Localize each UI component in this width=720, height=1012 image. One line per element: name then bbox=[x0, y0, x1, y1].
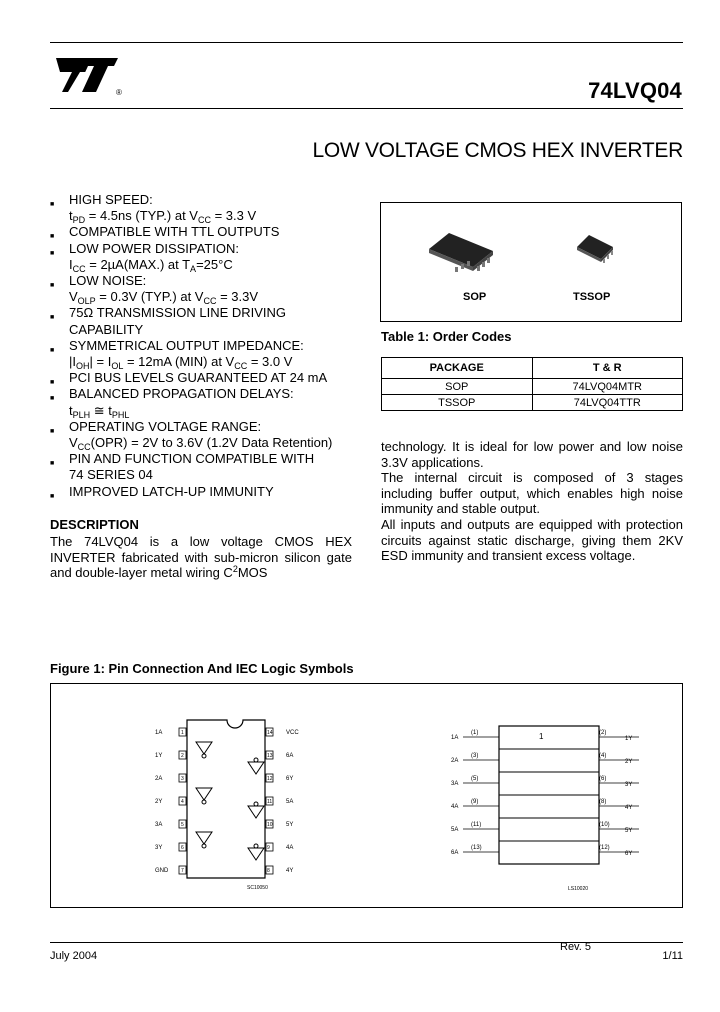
feature-text: = 3.3V bbox=[216, 289, 259, 305]
part-number: 74LVQ04 bbox=[588, 78, 682, 103]
bullet-icon: ■ bbox=[50, 249, 55, 257]
feature-text: t bbox=[69, 208, 73, 224]
iec-input-label: 1A bbox=[451, 735, 459, 741]
bullet-icon: ■ bbox=[50, 395, 55, 403]
feature-line bbox=[69, 435, 370, 451]
bullet-icon: ■ bbox=[50, 427, 55, 435]
iec-output-label: 2Y bbox=[625, 759, 633, 765]
table-cell: 74LVQ04TTR bbox=[532, 395, 683, 411]
sop-label: SOP bbox=[463, 291, 487, 303]
bullet-icon: ■ bbox=[50, 492, 55, 500]
document-title: LOW VOLTAGE CMOS HEX INVERTER bbox=[312, 139, 683, 162]
feature-line: 75Ω TRANSMISSION LINE DRIVING bbox=[69, 305, 287, 321]
iec-input-number: (3) bbox=[471, 753, 479, 759]
right-pin-label: VCC bbox=[286, 730, 299, 736]
feature-line bbox=[69, 403, 370, 419]
dip-package-diagram bbox=[155, 720, 299, 891]
left-pin-label: 3Y bbox=[155, 845, 163, 851]
right-pin-label: 6Y bbox=[286, 776, 294, 782]
feature-line: 74 SERIES 04 bbox=[69, 467, 153, 483]
iec-block-label: 1 bbox=[539, 732, 544, 741]
feature-line: CAPABILITY bbox=[69, 321, 144, 337]
feature-text: ≅ t bbox=[90, 402, 112, 418]
description-sup: 2 bbox=[232, 564, 238, 575]
right-pin-label: 6A bbox=[286, 753, 294, 759]
iec-input-label: 5A bbox=[451, 827, 459, 833]
figure-box bbox=[50, 683, 683, 908]
iec-input-number: (1) bbox=[471, 730, 479, 736]
figure-title: Figure 1: Pin Connection And IEC Logic Symbols bbox=[50, 661, 354, 676]
iec-input-label: 4A bbox=[451, 804, 459, 810]
subscript: PHL bbox=[111, 409, 130, 420]
feature-line bbox=[69, 208, 370, 224]
feature-text: | = I bbox=[89, 354, 112, 370]
feature-line: BALANCED PROPAGATION DELAYS: bbox=[69, 386, 294, 402]
feature-text: = 2µA(MAX.) at T bbox=[85, 256, 191, 272]
description-left bbox=[50, 534, 352, 581]
description-heading: DESCRIPTION bbox=[50, 517, 139, 532]
left-pin-number: 4 bbox=[181, 799, 184, 805]
subscript: PD bbox=[72, 215, 86, 226]
description-text-b: MOS bbox=[237, 565, 268, 581]
feature-text: = 3.0 V bbox=[247, 354, 293, 370]
subscript: PLH bbox=[72, 409, 91, 420]
tssop-label: TSSOP bbox=[573, 291, 611, 303]
table-cell: SOP bbox=[382, 379, 533, 395]
package-drawings bbox=[381, 203, 681, 321]
left-pin-number: 6 bbox=[181, 845, 184, 851]
feature-line: PIN AND FUNCTION COMPATIBLE WITH bbox=[69, 451, 315, 467]
right-pin-number: 12 bbox=[267, 776, 273, 782]
iec-input-number: (9) bbox=[471, 799, 479, 805]
feature-line bbox=[69, 257, 370, 273]
feature-line: LOW NOISE: bbox=[69, 273, 147, 289]
feature-item bbox=[50, 484, 370, 500]
feature-text: I bbox=[69, 256, 73, 272]
feature-text: = 0.3V (TYP.) at V bbox=[95, 289, 204, 305]
left-pin-number: 2 bbox=[181, 753, 184, 759]
feature-item bbox=[50, 224, 370, 240]
tssop-package-image bbox=[577, 235, 613, 263]
bullet-icon: ■ bbox=[50, 201, 55, 208]
feature-line: HIGH SPEED: bbox=[69, 192, 153, 207]
iec-output-number: (8) bbox=[599, 799, 607, 805]
description-para-3: All inputs and outputs are equipped with protection circuits against static discharge, giving them 2KV ESD immunity and transient excess voltage. bbox=[381, 516, 683, 564]
table-cell: 74LVQ04MTR bbox=[532, 379, 683, 395]
iec-output-number: (6) bbox=[599, 776, 607, 782]
iec-output-number: (2) bbox=[599, 730, 607, 736]
footer-date: July 2004 bbox=[50, 950, 98, 962]
feature-line bbox=[69, 354, 370, 370]
subscript: CC bbox=[77, 442, 91, 453]
bullet-icon: ■ bbox=[50, 460, 55, 468]
iec-input-number: (13) bbox=[471, 845, 482, 851]
iec-output-label: 5Y bbox=[625, 828, 633, 834]
iec-logic-symbol bbox=[451, 726, 639, 892]
feature-line: IMPROVED LATCH-UP IMMUNITY bbox=[69, 483, 274, 499]
right-pin-number: 14 bbox=[267, 730, 273, 736]
feature-text: V bbox=[69, 289, 78, 305]
iec-code: LS10020 bbox=[568, 886, 589, 892]
iec-output-number: (12) bbox=[599, 845, 610, 851]
feature-text: |I bbox=[69, 354, 76, 370]
sop-package-image bbox=[429, 233, 493, 272]
left-pin-label: 2A bbox=[155, 776, 163, 782]
left-pin-label: 3A bbox=[155, 822, 163, 828]
footer-page: 1/11 bbox=[662, 950, 683, 962]
st-logo bbox=[50, 52, 126, 98]
order-table bbox=[381, 357, 683, 411]
iec-input-label: 3A bbox=[451, 781, 459, 787]
feature-text: t bbox=[69, 402, 73, 418]
left-pin-label: GND bbox=[155, 868, 169, 874]
order-header-package: PACKAGE bbox=[382, 358, 533, 379]
feature-item bbox=[50, 386, 370, 418]
left-pin-number: 3 bbox=[181, 776, 184, 782]
right-pin-label: 5A bbox=[286, 799, 294, 805]
feature-item bbox=[50, 241, 370, 273]
description-right bbox=[381, 439, 683, 564]
iec-input-number: (5) bbox=[471, 776, 479, 782]
pin-diagrams bbox=[51, 684, 682, 907]
feature-item bbox=[50, 192, 370, 224]
left-pin-number: 1 bbox=[181, 730, 184, 736]
subscript: OL bbox=[111, 361, 124, 372]
table-cell: TSSOP bbox=[382, 395, 533, 411]
feature-item bbox=[50, 419, 370, 451]
left-pin-label: 1Y bbox=[155, 753, 163, 759]
feature-text: = 12mA (MIN) at V bbox=[123, 354, 235, 370]
iec-input-label: 6A bbox=[451, 850, 459, 856]
right-pin-number: 11 bbox=[267, 799, 273, 805]
registered-mark: ® bbox=[116, 88, 122, 97]
table-row bbox=[382, 379, 683, 395]
feature-line: PCI BUS LEVELS GUARANTEED AT 24 mA bbox=[69, 370, 328, 386]
pin-diagram-code: SC10050 bbox=[247, 885, 268, 891]
feature-line: SYMMETRICAL OUTPUT IMPEDANCE: bbox=[69, 337, 304, 353]
subscript: OLP bbox=[77, 296, 96, 307]
bullet-icon: ■ bbox=[50, 233, 55, 241]
subscript: CC bbox=[203, 296, 217, 307]
iec-output-label: 6Y bbox=[625, 851, 633, 857]
iec-output-number: (4) bbox=[599, 753, 607, 759]
order-table-title: Table 1: Order Codes bbox=[381, 329, 512, 344]
feature-text: =25°C bbox=[196, 256, 233, 272]
feature-item bbox=[50, 273, 370, 305]
right-pin-number: 10 bbox=[267, 822, 273, 828]
feature-item bbox=[50, 451, 370, 483]
iec-output-number: (10) bbox=[599, 822, 610, 828]
iec-output-label: 1Y bbox=[625, 736, 633, 742]
description-text-a: The 74LVQ04 is a low voltage CMOS HEX INVERTER fabricated with sub-micron silicon gate and double-layer metal wiring C bbox=[50, 534, 352, 581]
right-pin-label: 4A bbox=[286, 845, 294, 851]
right-pin-label: 4Y bbox=[286, 868, 294, 874]
feature-list bbox=[50, 192, 370, 500]
feature-item bbox=[50, 305, 370, 337]
feature-text: V bbox=[69, 435, 78, 451]
feature-text: (OPR) = 2V to 3.6V (1.2V Data Retention) bbox=[90, 435, 333, 451]
right-pin-label: 5Y bbox=[286, 822, 294, 828]
table-row bbox=[382, 395, 683, 411]
bullet-icon: ■ bbox=[50, 379, 55, 387]
left-pin-number: 7 bbox=[181, 868, 184, 874]
feature-line: OPERATING VOLTAGE RANGE: bbox=[69, 418, 262, 434]
inverter-symbols bbox=[196, 742, 264, 860]
right-pin-number: 8 bbox=[267, 868, 270, 874]
feature-line: COMPATIBLE WITH TTL OUTPUTS bbox=[69, 224, 280, 240]
feature-line bbox=[69, 289, 370, 305]
feature-item bbox=[50, 338, 370, 370]
description-para-1: technology. It is ideal for low power and low noise 3.3V applications. bbox=[381, 439, 683, 470]
subscript: CC bbox=[72, 263, 86, 274]
feature-line: LOW POWER DISSIPATION: bbox=[69, 240, 239, 256]
subscript: A bbox=[190, 263, 197, 274]
right-pin-number: 9 bbox=[267, 845, 270, 851]
description-para-2: The internal circuit is composed of 3 stages including buffer output, which enables high noise immunity and stable output. bbox=[381, 470, 683, 517]
title-rule bbox=[50, 108, 683, 109]
bullet-icon: ■ bbox=[50, 314, 55, 322]
left-pin-label: 1A bbox=[155, 730, 163, 736]
footer-rev: Rev. 5 bbox=[560, 941, 591, 953]
subscript: OH bbox=[76, 361, 90, 372]
iec-input-label: 2A bbox=[451, 758, 459, 764]
header-rule bbox=[50, 42, 683, 43]
bullet-icon: ■ bbox=[50, 346, 55, 354]
feature-item bbox=[50, 370, 370, 386]
left-pin-label: 2Y bbox=[155, 799, 163, 805]
iec-output-label: 3Y bbox=[625, 782, 633, 788]
iec-input-number: (11) bbox=[471, 822, 482, 828]
bullet-icon: ■ bbox=[50, 282, 55, 290]
package-images bbox=[380, 202, 682, 322]
iec-output-label: 4Y bbox=[625, 805, 633, 811]
feature-text: = 4.5ns (TYP.) at V bbox=[85, 208, 198, 224]
feature-text: = 3.3 V bbox=[210, 208, 257, 224]
subscript: CC bbox=[197, 215, 211, 226]
right-pin-number: 13 bbox=[267, 753, 273, 759]
order-header-tr: T & R bbox=[532, 358, 683, 379]
subscript: CC bbox=[234, 361, 248, 372]
left-pin-number: 5 bbox=[181, 822, 184, 828]
